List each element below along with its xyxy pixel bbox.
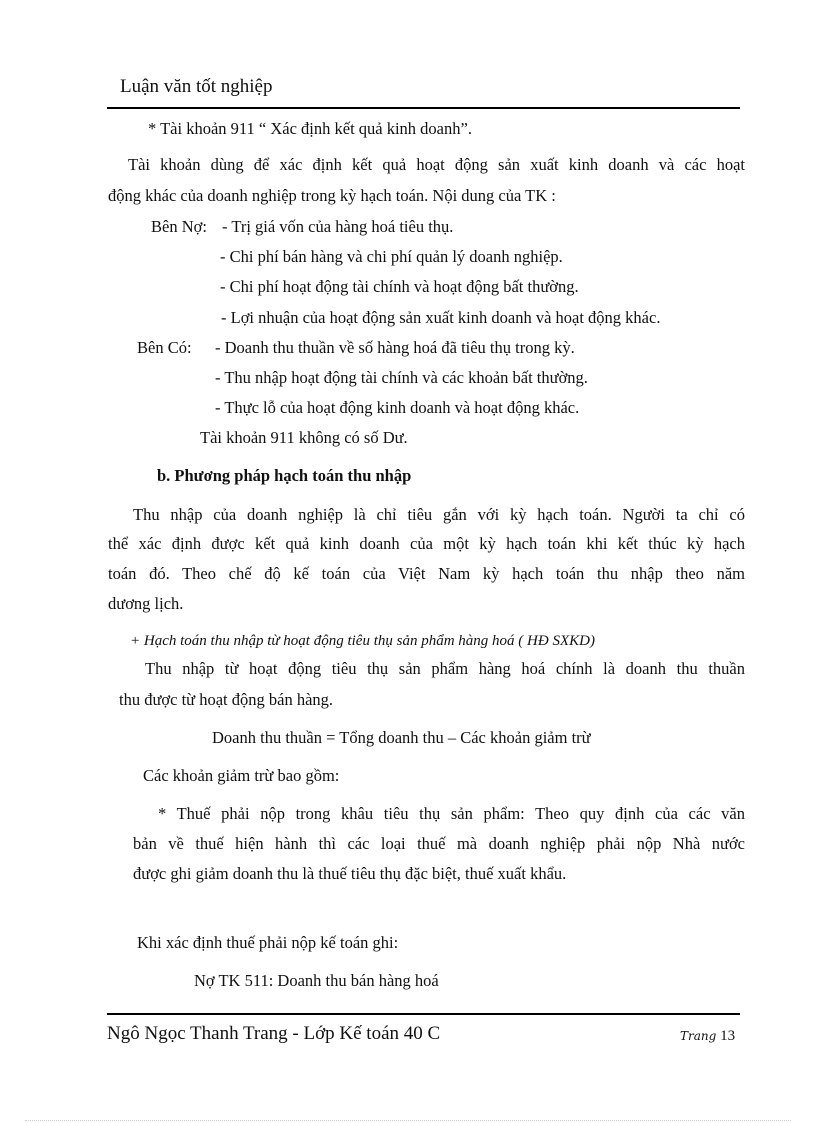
credit-label: Bên Có: [137,338,192,357]
paragraph-line: Tài khoản dùng để xác định kết quả hoạt động sản xuất kinh doanh và các hoạt [128,155,745,174]
credit-item: - Thu nhập hoạt động tài chính và các khoản bất thường. [215,368,588,387]
debit-item: - Trị giá vốn của hàng hoá tiêu thụ. [222,217,454,236]
italic-subheading: + Hạch toán thu nhập từ hoạt động tiêu thụ sản phẩm hàng hoá ( HĐ SXKD) [130,633,595,649]
paragraph-line: * Thuế phải nộp trong khâu tiêu thụ sản phẩm: Theo quy định của các văn [158,804,745,823]
paragraph-line: dương lịch. [108,594,184,613]
debit-item: - Lợi nhuận của hoạt động sản xuất kinh doanh và hoạt động khác. [221,308,661,327]
no-balance-note: Tài khoản 911 không có số Dư. [200,428,408,447]
page-number: 13 [720,1028,736,1044]
paragraph-line: thể xác định được kết quả kinh doanh của một kỳ hạch toán khi kết thúc kỳ hạch [108,534,745,553]
debit-label: Bên Nợ: [151,217,207,236]
paragraph-line: động khác của doanh nghiệp trong kỳ hạch toán. Nội dung của TK : [108,186,556,205]
section-b-heading: b. Phương pháp hạch toán thu nhập [157,466,412,485]
paragraph-line: toán đó. Theo chế độ kế toán của Việt Nam kỳ hạch toán thu nhập theo năm [108,564,745,583]
running-header-title: Luận văn tốt nghiệp [120,76,273,97]
revenue-formula: Doanh thu thuần = Tổng doanh thu – Các khoản giảm trừ [212,728,591,747]
deductions-intro: Các khoản giảm trừ bao gồm: [143,766,340,785]
page-word: Trang [680,1029,717,1043]
tax-entry-intro: Khi xác định thuế phải nộp kế toán ghi: [137,933,399,952]
paragraph-line: Thu nhập từ hoạt động tiêu thụ sản phẩm hàng hoá chính là doanh thu thuần [145,659,745,678]
footer-page-label [680,1028,735,1045]
header-rule [107,107,740,109]
account-911-heading: * Tài khoản 911 “ Xác định kết quả kinh doanh”. [148,119,472,138]
footer-rule [107,1013,740,1015]
paragraph-line: Thu nhập của doanh nghiệp là chỉ tiêu gắn với kỳ hạch toán. Người ta chỉ có [133,505,745,524]
paragraph-line: được ghi giảm doanh thu là thuế tiêu thụ đặc biệt, thuế xuất khẩu. [133,864,567,883]
debit-item: - Chi phí bán hàng và chi phí quản lý doanh nghiệp. [220,247,563,266]
credit-item: - Thực lỗ của hoạt động kinh doanh và hoạt động khác. [215,398,580,417]
bottom-dotted-edge [25,1120,791,1121]
tax-entry-line: Nợ TK 511: Doanh thu bán hàng hoá [194,971,439,990]
footer-author: Ngô Ngọc Thanh Trang - Lớp Kế toán 40 C [107,1023,441,1044]
paragraph-line: thu được từ hoạt động bán hàng. [119,690,334,709]
paragraph-line: bản về thuế hiện hành thì các loại thuế mà doanh nghiệp phải nộp Nhà nước [133,834,745,853]
debit-item: - Chi phí hoạt động tài chính và hoạt động bất thường. [220,277,579,296]
credit-item: - Doanh thu thuần về số hàng hoá đã tiêu thụ trong kỳ. [215,338,575,357]
